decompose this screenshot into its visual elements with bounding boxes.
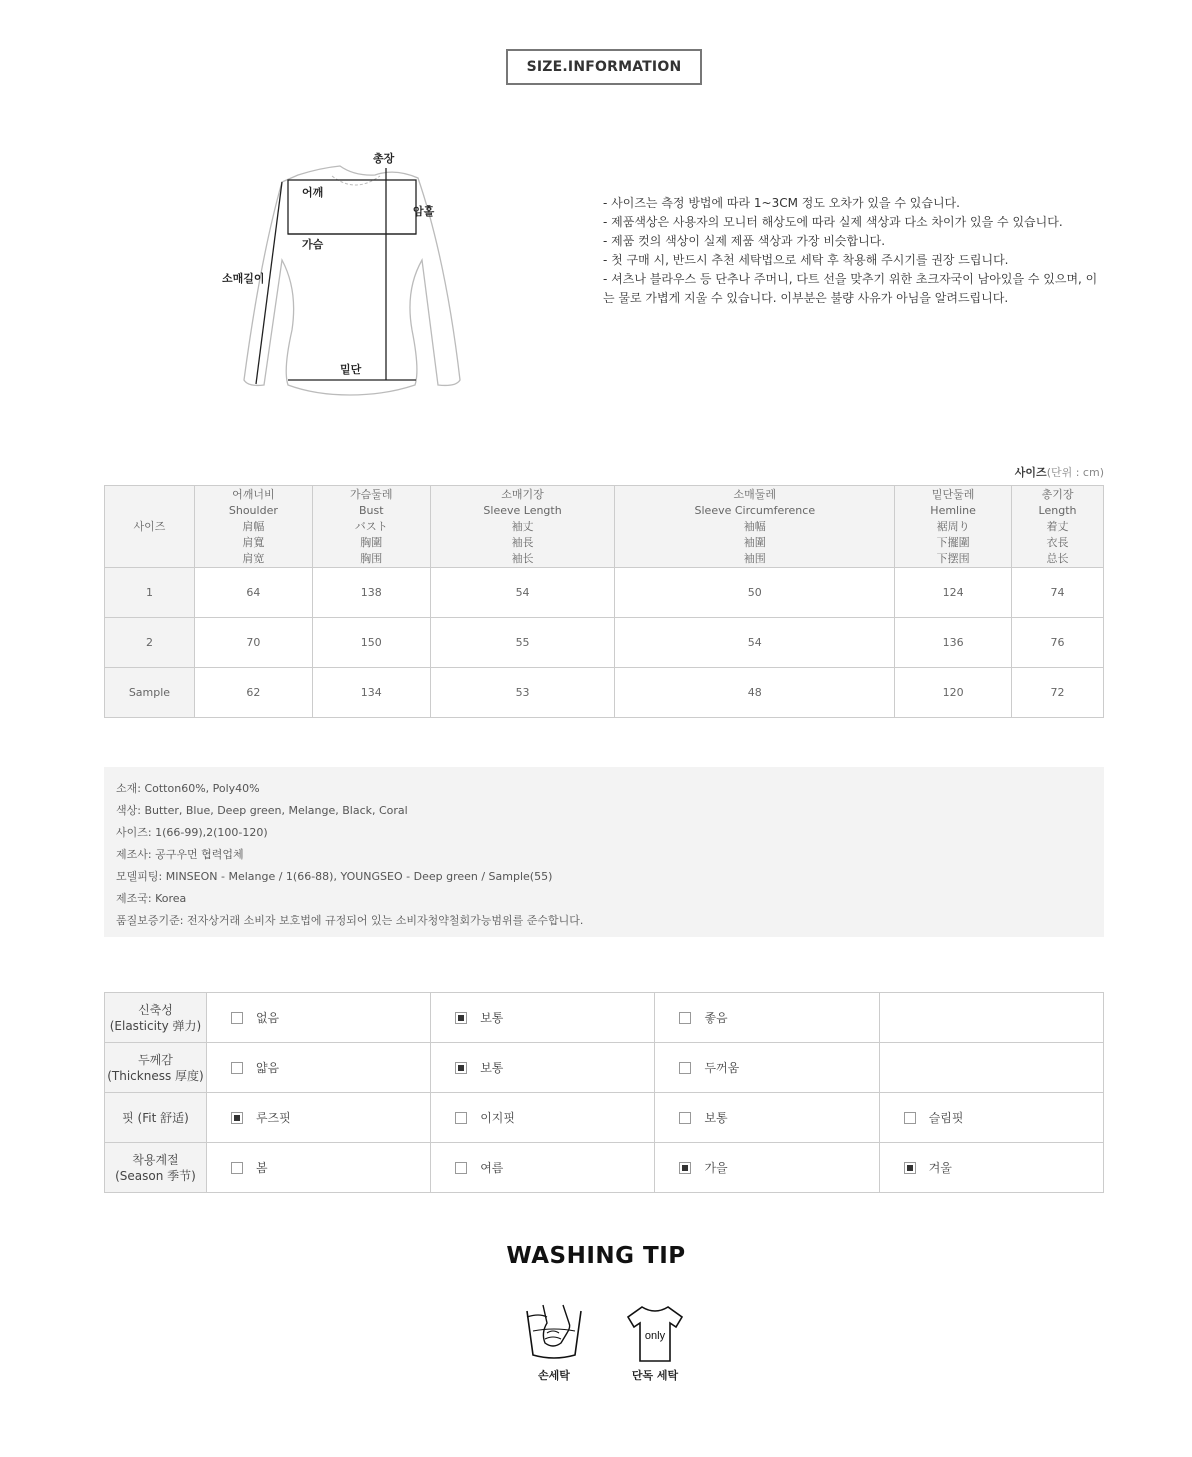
option-label: 보통 [480, 1061, 504, 1075]
cell: 54 [430, 568, 615, 618]
cell: 150 [312, 618, 430, 668]
property-option[interactable] [879, 1143, 1103, 1193]
option-label: 좋음 [704, 1011, 728, 1025]
header-sleeve-circumference: 소매둘레 Sleeve Circumference 袖幅 袖圍 袖围 [615, 486, 895, 568]
cell: 62 [194, 668, 312, 718]
option-label: 얇음 [255, 1061, 280, 1075]
property-option[interactable] [206, 1043, 430, 1093]
checkbox-icon[interactable] [679, 1062, 691, 1074]
washing-tip-title: WASHING TIP [506, 1243, 686, 1269]
property-option [879, 993, 1103, 1043]
checkbox-checked-icon[interactable] [679, 1162, 691, 1174]
property-name: 핏 (Fit 舒适) [105, 1093, 207, 1143]
unit-title: 사이즈 [1014, 466, 1047, 479]
only-text: only [644, 1330, 666, 1342]
info-manufacturer: 제조사: 공구우먼 협력업체 [116, 848, 244, 861]
option-label: 두꺼움 [704, 1061, 740, 1075]
hand-wash-icon [519, 1303, 589, 1365]
row-size: 2 [105, 618, 195, 668]
shoulder-label: 어깨 [302, 186, 324, 199]
note-line: - 제품색상은 사용자의 모니터 해상도에 따라 실제 색상과 다소 차이가 있을 수 있습니다. [603, 215, 1063, 229]
cell: 76 [1012, 618, 1104, 668]
property-option[interactable] [206, 993, 430, 1043]
cell: 70 [194, 618, 312, 668]
checkbox-checked-icon[interactable] [455, 1062, 467, 1074]
unit-suffix: (단위 : cm) [1046, 466, 1104, 479]
header-length: 총기장 Length 着丈 衣長 总长 [1012, 486, 1104, 568]
garment-diagram [210, 140, 490, 410]
property-option[interactable] [206, 1093, 430, 1143]
option-label: 겨울 [928, 1161, 952, 1175]
option-label: 보통 [704, 1111, 728, 1125]
property-row [105, 1143, 1104, 1193]
cell: 138 [312, 568, 430, 618]
hand-wash-label: 손세탁 [538, 1369, 570, 1382]
option-label: 여름 [480, 1161, 504, 1175]
property-row [105, 1093, 1104, 1143]
cell: 48 [615, 668, 895, 718]
size-table [104, 485, 1104, 718]
note-line: - 첫 구매 시, 반드시 추천 세탁법으로 세탁 후 착용해 주시기를 권장 드립니다. [603, 253, 1009, 267]
cell: 54 [615, 618, 895, 668]
checkbox-icon[interactable] [231, 1062, 243, 1074]
property-option[interactable] [431, 1043, 655, 1093]
cell: 134 [312, 668, 430, 718]
property-option[interactable] [206, 1143, 430, 1193]
note-line: - 제품 컷의 색상이 실제 제품 색상과 가장 비슷합니다. [603, 234, 886, 248]
property-row [105, 1043, 1104, 1093]
size-table-header [105, 486, 1104, 568]
cell: 53 [430, 668, 615, 718]
checkbox-icon[interactable] [679, 1012, 691, 1024]
info-sizes: 사이즈: 1(66-99),2(100-120) [116, 826, 268, 839]
option-label: 이지핏 [480, 1111, 515, 1125]
header-shoulder: 어깨너비 Shoulder 肩幅 肩寬 肩宽 [194, 486, 312, 568]
property-name: 두께감 (Thickness 厚度) [105, 1043, 207, 1093]
info-colors: 색상: Butter, Blue, Deep green, Melange, Black, Coral [116, 804, 408, 817]
header-hemline: 밑단둘레 Hemline 裾周り 下擺圍 下摆围 [895, 486, 1012, 568]
note-line: - 셔츠나 블라우스 등 단추나 주머니, 다트 선을 맞추기 위한 초크자국이 남아있을 수 있으며, 이는 물로 가볍게 지울 수 있습니다. 이부분은 불량 사유가 아님을 알려드립니다. [603, 272, 1098, 305]
armhole-label: 암홀 [413, 205, 435, 218]
checkbox-checked-icon[interactable] [455, 1012, 467, 1024]
row-size: Sample [105, 668, 195, 718]
checkbox-icon[interactable] [455, 1162, 467, 1174]
property-option[interactable] [655, 1043, 879, 1093]
info-quality: 품질보증기준: 전자상거래 소비자 보호법에 규정되어 있는 소비자청약철회가능범위를 준수합니다. [116, 914, 584, 927]
property-option[interactable] [655, 1143, 879, 1193]
unit-label [1015, 464, 1104, 480]
checkbox-icon[interactable] [679, 1112, 691, 1124]
sleeve-length-label: 소매길이 [222, 272, 265, 285]
property-option[interactable] [431, 1093, 655, 1143]
table-row [105, 618, 1104, 668]
cell: 50 [615, 568, 895, 618]
wash-separately-icon [620, 1303, 690, 1365]
header-bust: 가슴둘레 Bust バスト 胸圍 胸围 [312, 486, 430, 568]
info-country: 제조국: Korea [116, 892, 187, 905]
cell: 136 [895, 618, 1012, 668]
info-material: 소재: Cotton60%, Poly40% [116, 782, 260, 795]
table-row [105, 568, 1104, 618]
property-option[interactable] [655, 993, 879, 1043]
header-sleeve-length: 소매기장 Sleeve Length 袖丈 袖長 袖长 [430, 486, 615, 568]
property-name: 신축성 (Elasticity 弹力) [105, 993, 207, 1043]
property-option[interactable] [431, 1143, 655, 1193]
option-label: 보통 [480, 1011, 504, 1025]
wash-separately-label: 단독 세탁 [631, 1369, 679, 1382]
cell: 120 [895, 668, 1012, 718]
property-option [879, 1043, 1103, 1093]
checkbox-checked-icon[interactable] [231, 1112, 243, 1124]
info-model-fitting: 모델피팅: MINSEON - Melange / 1(66-88), YOUNGSEO - Deep green / Sample(55) [116, 870, 553, 883]
cell: 64 [194, 568, 312, 618]
cell: 124 [895, 568, 1012, 618]
properties-table [104, 992, 1104, 1193]
table-row [105, 668, 1104, 718]
note-line: - 사이즈는 측정 방법에 따라 1~3CM 정도 오차가 있을 수 있습니다. [603, 196, 960, 210]
header-size: 사이즈 [105, 486, 195, 568]
option-label: 가을 [704, 1161, 728, 1175]
property-row [105, 993, 1104, 1043]
chest-label: 가슴 [302, 238, 324, 251]
checkbox-icon[interactable] [904, 1112, 916, 1124]
property-option[interactable] [655, 1093, 879, 1143]
checkbox-checked-icon[interactable] [904, 1162, 916, 1174]
cell: 72 [1012, 668, 1104, 718]
option-label: 없음 [255, 1011, 280, 1025]
option-label: 슬림핏 [928, 1111, 964, 1125]
page-title: SIZE.INFORMATION [506, 49, 702, 85]
checkbox-icon[interactable] [231, 1012, 243, 1024]
size-notes [603, 194, 1103, 308]
option-label: 루즈핏 [255, 1111, 291, 1125]
property-name: 착용계절 (Season 季节) [105, 1143, 207, 1193]
product-info-box [104, 767, 1104, 937]
cell: 55 [430, 618, 615, 668]
total-length-label: 총장 [373, 152, 395, 165]
option-label: 봄 [255, 1161, 268, 1175]
row-size: 1 [105, 568, 195, 618]
checkbox-icon[interactable] [455, 1112, 467, 1124]
checkbox-icon[interactable] [231, 1162, 243, 1174]
hemline-label: 밑단 [340, 363, 362, 376]
property-option[interactable] [431, 993, 655, 1043]
property-option[interactable] [879, 1093, 1103, 1143]
cell: 74 [1012, 568, 1104, 618]
